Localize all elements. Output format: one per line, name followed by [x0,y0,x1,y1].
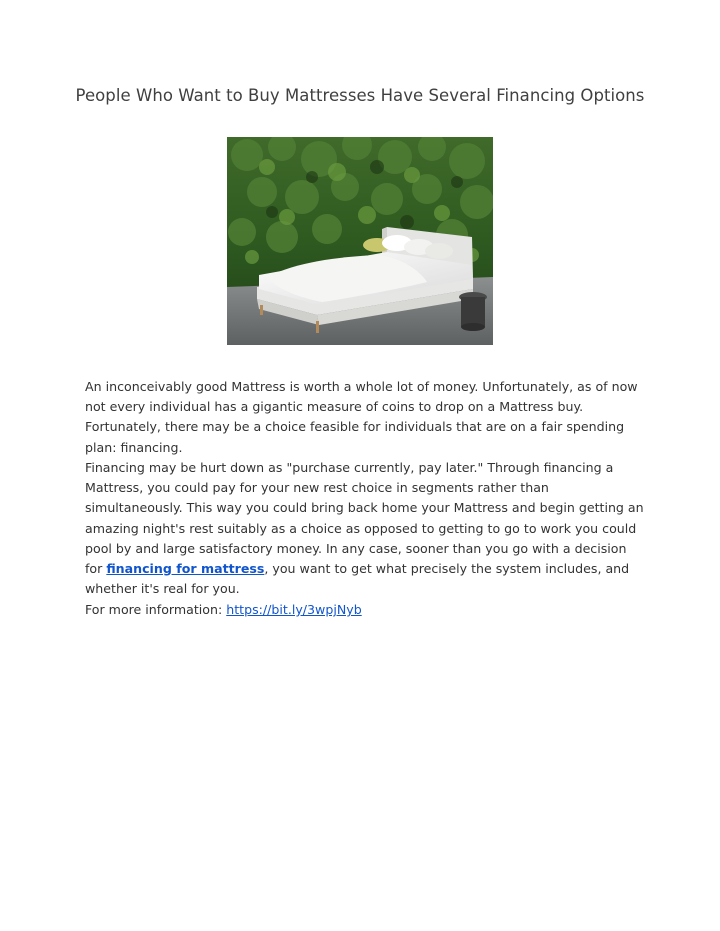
more-info-link[interactable]: https://bit.ly/3wpjNyb [226,602,362,617]
more-info-label: For more information: [85,602,227,617]
more-info-line [85,600,645,620]
financing-paragraph-tail: , you want to get what precisely the system includes, and whether it's real for you. [85,561,630,597]
financing-paragraph-text: Financing may be hurt down as "purchase currently, pay later." Through financing a Mattress, you could pay for your new rest choice in segments rather than simultaneously. This way you could bring back home your Mattress and begin getting an amazing night's rest suitably as a choice as opposed to getting to go to work you could pool by and large satisfactory money. In any case, sooner than you go with a decision for [85,460,644,577]
mattress-forest-image [227,137,493,345]
page-title: People Who Want to Buy Mattresses Have Several Financing Options [75,86,645,105]
financing-for-mattress-link[interactable]: financing for mattress [106,561,265,577]
financing-paragraph [85,458,645,599]
intro-paragraph: An inconceivably good Mattress is worth a whole lot of money. Unfortunately, as of now not every individual has a gigantic measure of coins to drop on a Mattress buy. Fortunately, there may be a choice feasible for individuals that are on a fair spending plan: financing. [85,379,638,455]
